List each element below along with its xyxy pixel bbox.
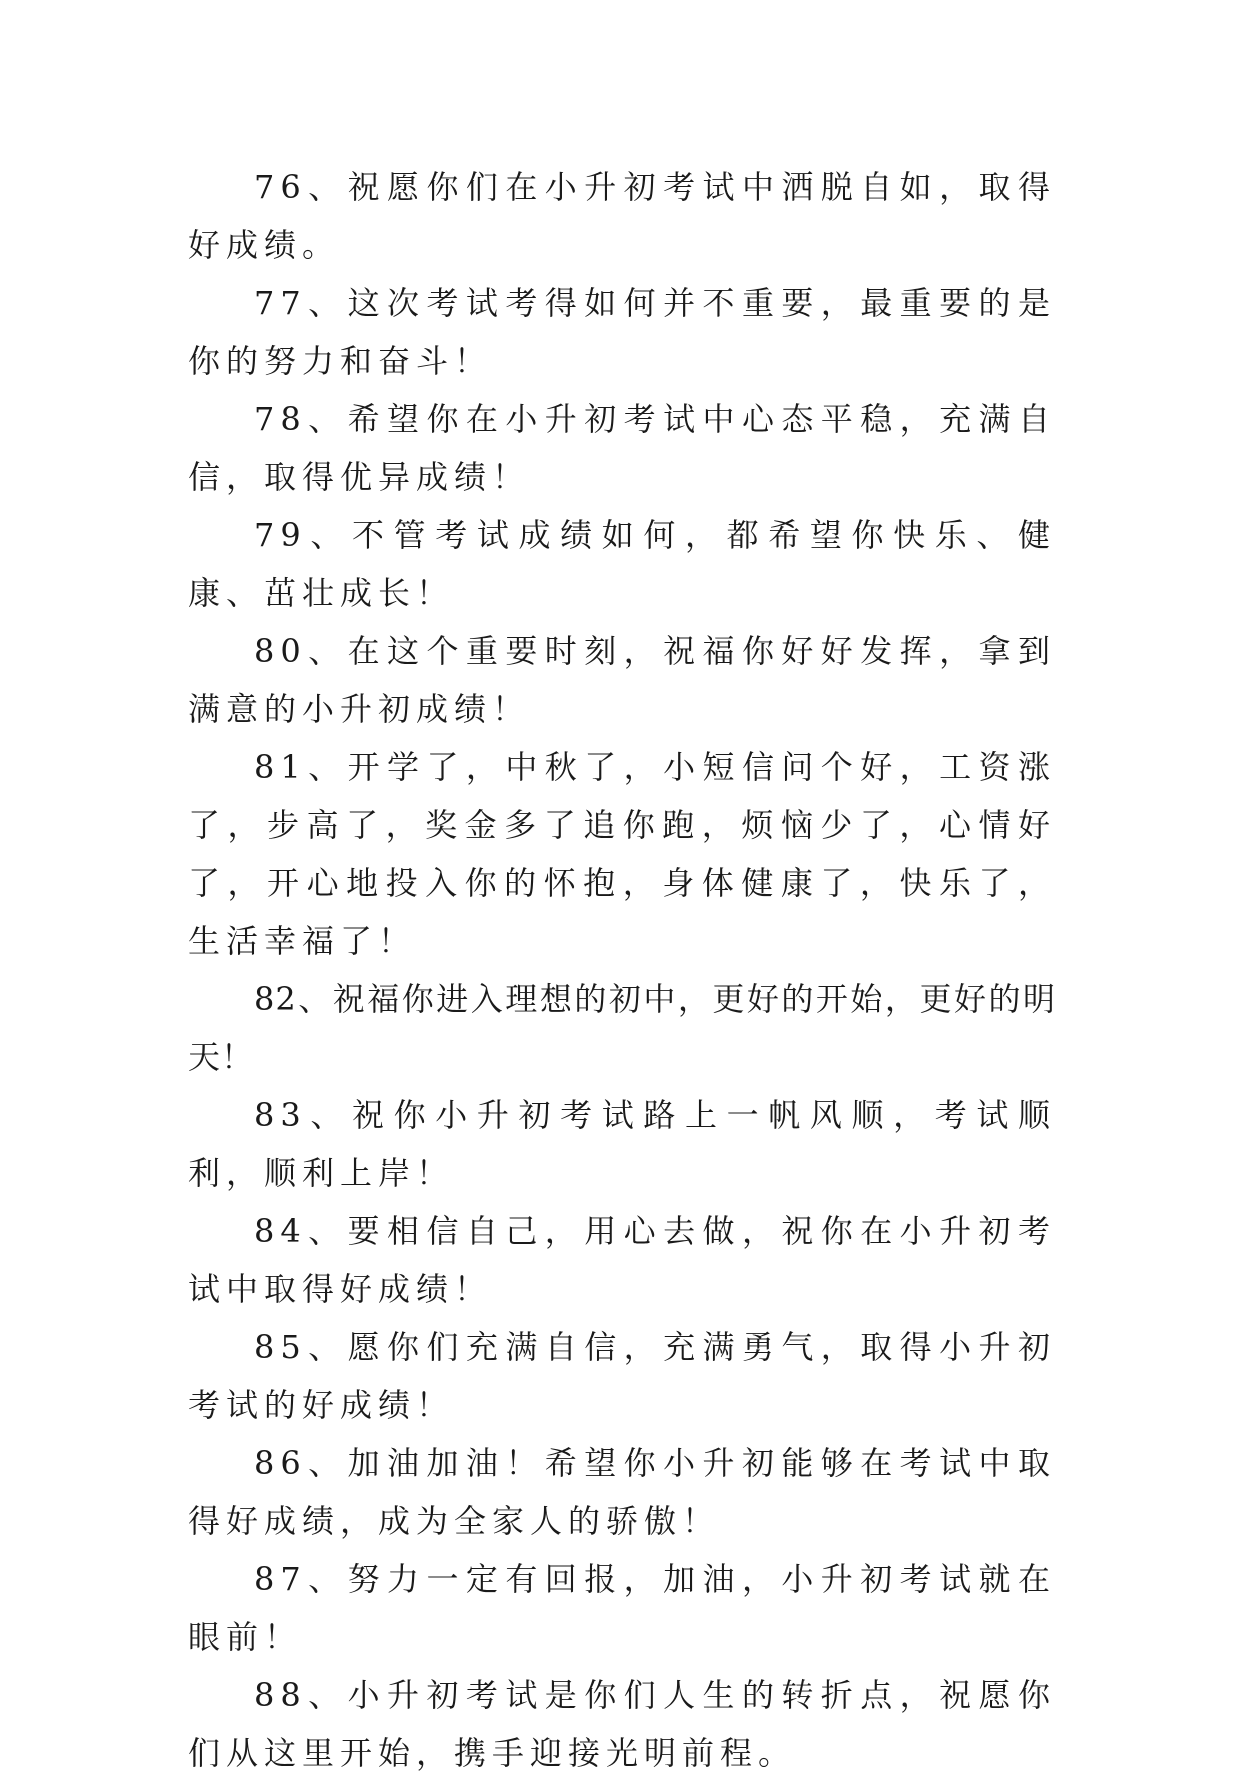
paragraph-76: 76、祝愿你们在小升初考试中洒脱自如，取得好成绩。 <box>188 168 1056 264</box>
paragraph-81: 81、开学了，中秋了，小短信问个好，工资涨了，步高了，奖金多了追你跑，烦恼少了，心情好了，开心地投入你的怀抱，身体健康了，快乐了，生活幸福了！ <box>188 748 1056 960</box>
paragraph-78: 78、希望你在小升初考试中心态平稳，充满自信，取得优异成绩！ <box>188 400 1056 496</box>
paragraph-80: 80、在这个重要时刻，祝福你好好发挥，拿到满意的小升初成绩！ <box>188 632 1056 728</box>
paragraph-85: 85、愿你们充满自信，充满勇气，取得小升初考试的好成绩！ <box>188 1328 1056 1424</box>
paragraph-84: 84、要相信自己，用心去做，祝你在小升初考试中取得好成绩！ <box>188 1212 1056 1308</box>
paragraph-86: 86、加油加油！希望你小升初能够在考试中取得好成绩，成为全家人的骄傲！ <box>188 1444 1056 1540</box>
paragraph-87: 87、努力一定有回报，加油，小升初考试就在眼前！ <box>188 1560 1056 1656</box>
paragraph-79: 79、不管考试成绩如何，都希望你快乐、健康、茁壮成长！ <box>188 516 1056 612</box>
paragraph-88: 88、小升初考试是你们人生的转折点，祝愿你们从这里开始，携手迎接光明前程。 <box>188 1676 1056 1772</box>
paragraph-77: 77、这次考试考得如何并不重要，最重要的是你的努力和奋斗！ <box>188 284 1056 380</box>
paragraph-82: 82、祝福你进入理想的初中，更好的开始，更好的明天！ <box>188 980 1056 1076</box>
paragraph-83: 83、祝你小升初考试路上一帆风顺，考试顺利，顺利上岸！ <box>188 1096 1056 1192</box>
document-body <box>188 158 1056 1782</box>
